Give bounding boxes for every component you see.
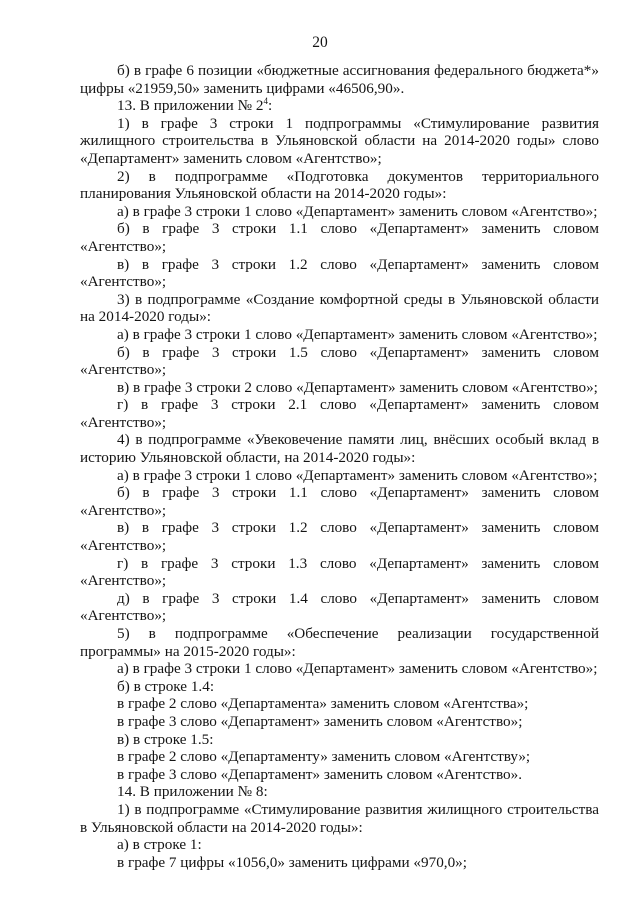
page-number: 20	[312, 34, 328, 51]
document-paragraph	[80, 731, 599, 749]
document-paragraph	[80, 291, 599, 326]
document-paragraph	[80, 660, 599, 678]
document-paragraph	[80, 326, 599, 344]
document-paragraph	[80, 678, 599, 696]
document-paragraph	[80, 695, 599, 713]
paragraph-text: 1) в подпрограмме «Стимулирование развития жилищного строительства в Ульяновской области на 2014-2020 годы»:	[80, 800, 599, 836]
document-paragraph	[80, 555, 599, 590]
paragraph-text-tail: :	[267, 97, 273, 115]
document-body	[80, 62, 599, 871]
document-paragraph	[80, 256, 599, 291]
document-paragraph	[80, 766, 599, 784]
document-paragraph	[80, 748, 599, 766]
document-paragraph	[80, 783, 599, 801]
document-paragraph	[80, 396, 599, 431]
paragraph-superscript: 4	[263, 96, 268, 107]
paragraph-text: б) в строке 1.4:	[117, 677, 215, 695]
document-paragraph	[80, 344, 599, 379]
paragraph-text: 14. В приложении № 8:	[117, 783, 268, 801]
paragraph-text: б) в графе 3 строки 1.1 слово «Департамент» заменить словом «Агентство»;	[80, 220, 599, 255]
paragraph-text: в) в строке 1.5:	[117, 730, 214, 748]
paragraph-text: 13. В приложении № 2	[117, 97, 264, 115]
document-paragraph	[80, 836, 599, 854]
document-paragraph	[80, 854, 599, 872]
paragraph-text: в графе 7 цифры «1056,0» заменить цифрами «970,0»;	[117, 853, 467, 871]
paragraph-text: в графе 2 слово «Департаменту» заменить словом «Агентству»;	[117, 748, 531, 766]
document-paragraph	[80, 62, 599, 97]
document-paragraph	[80, 220, 599, 255]
document-paragraph	[80, 801, 599, 836]
document-paragraph	[80, 467, 599, 485]
paragraph-text: б) в графе 3 строки 1.5 слово «Департамент» заменить словом «Агентство»;	[80, 343, 599, 379]
paragraph-text: г) в графе 3 строки 2.1 слово «Департамент» заменить словом «Агентство»;	[80, 396, 599, 431]
document-paragraph	[80, 115, 599, 168]
paragraph-text: а) в строке 1:	[117, 836, 202, 854]
document-paragraph	[80, 625, 599, 660]
paragraph-text: а) в графе 3 строки 1 слово «Департамент» заменить словом «Агентство»;	[117, 660, 598, 678]
paragraph-text: 4) в подпрограмме «Увековечение памяти лиц, внёсших особый вклад в историю Ульяновской области, на 2014-2020 годы»:	[80, 431, 599, 467]
paragraph-text: 1) в графе 3 строки 1 подпрограммы «Стимулирование развития жилищного строительства в Ульяновской области на 2014-2020 годы» слово «Департамент» заменить словом «Агентство»;	[80, 114, 599, 167]
paragraph-text: д) в графе 3 строки 1.4 слово «Департамент» заменить словом «Агентство»;	[80, 589, 599, 625]
paragraph-text: 5) в подпрограмме «Обеспечение реализации государственной программы» на 2015-2020 годы»:	[80, 625, 599, 660]
document-paragraph	[80, 431, 599, 466]
document-paragraph	[80, 713, 599, 731]
paragraph-text: в графе 2 слово «Департамента» заменить словом «Агентства»;	[117, 695, 529, 713]
paragraph-text: в графе 3 слово «Департамент» заменить словом «Агентство».	[117, 765, 522, 783]
paragraph-text: в графе 3 слово «Департамент» заменить словом «Агентство»;	[117, 712, 523, 730]
paragraph-text: а) в графе 3 строки 1 слово «Департамент» заменить словом «Агентство»;	[117, 202, 598, 220]
document-paragraph	[80, 590, 599, 625]
document-paragraph	[80, 519, 599, 554]
paragraph-text: в) в графе 3 строки 2 слово «Департамент» заменить словом «Агентство»;	[117, 378, 598, 396]
paragraph-text: а) в графе 3 строки 1 слово «Департамент» заменить словом «Агентство»;	[117, 466, 598, 484]
paragraph-text: в) в графе 3 строки 1.2 слово «Департамент» заменить словом «Агентство»;	[80, 519, 599, 555]
document-paragraph	[80, 379, 599, 397]
paragraph-text: а) в графе 3 строки 1 слово «Департамент» заменить словом «Агентство»;	[117, 325, 598, 343]
document-paragraph	[80, 168, 599, 203]
paragraph-text: в) в графе 3 строки 1.2 слово «Департамент» заменить словом «Агентство»;	[80, 255, 599, 291]
paragraph-text: 2) в подпрограмме «Подготовка документов территориального планирования Ульяновской области на 2014-2020 годы»:	[80, 167, 599, 203]
paragraph-text: г) в графе 3 строки 1.3 слово «Департамент» заменить словом «Агентство»;	[80, 554, 599, 590]
document-paragraph	[80, 97, 599, 115]
document-paragraph	[80, 203, 599, 221]
paragraph-text: б) в графе 3 строки 1.1 слово «Департамент» заменить словом «Агентство»;	[80, 484, 599, 519]
paragraph-text: б) в графе 6 позиции «бюджетные ассигнования федерального бюджета*» цифры «21959,50» заменить цифрами «46506,90».	[80, 62, 599, 97]
document-paragraph	[80, 484, 599, 519]
paragraph-text: 3) в подпрограмме «Создание комфортной среды в Ульяновской области на 2014-2020 годы»:	[80, 290, 599, 326]
